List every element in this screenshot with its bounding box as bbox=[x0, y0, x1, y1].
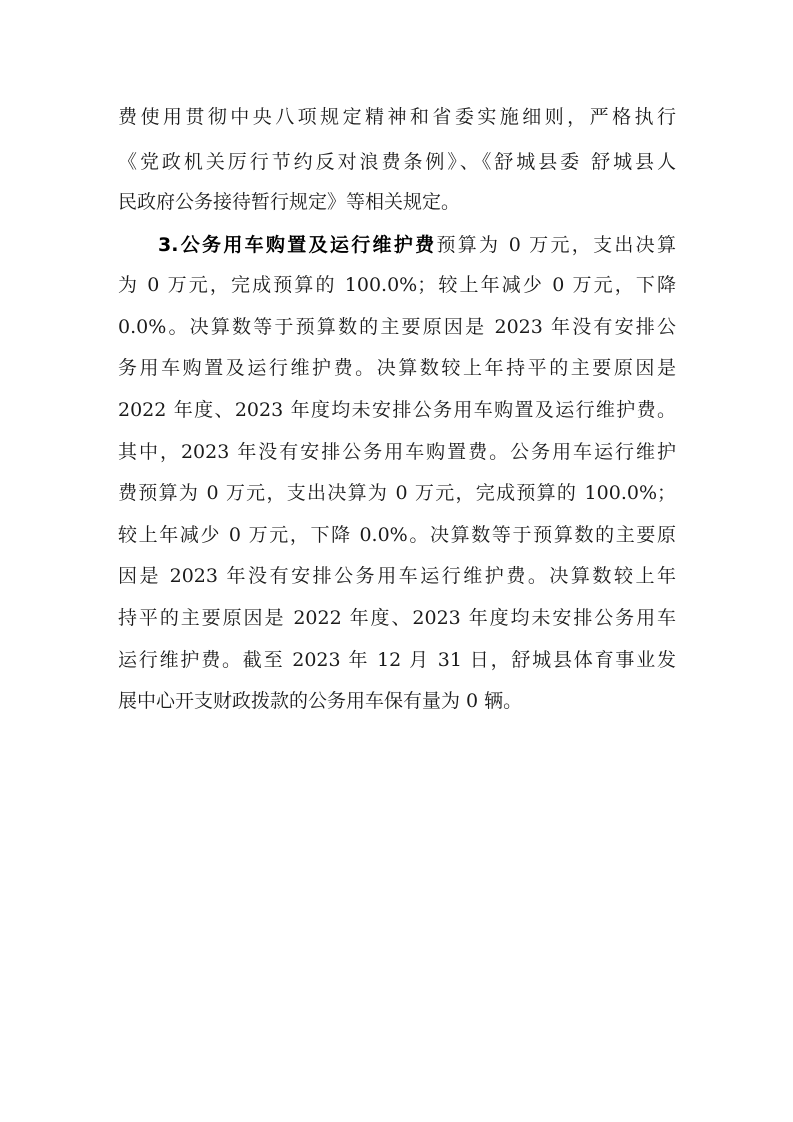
section-heading-line bbox=[158, 230, 676, 260]
section-heading: 3.公务用车购置及运行维护费 bbox=[158, 234, 437, 256]
paragraph-line: 因是 2023 年没有安排公务用车运行维护费。决算数较上年 bbox=[118, 565, 676, 587]
paragraph-line: 持平的主要原因是 2022 年度、2023 年度均未安排公务用车 bbox=[118, 607, 676, 629]
heading-line-text: 预算为 0 万元，支出决算 bbox=[436, 234, 676, 256]
paragraph-line: 2022 年度、2023 年度均未安排公务用车购置及运行维护费。 bbox=[118, 399, 676, 421]
paragraph-line: 费使用贯彻中央八项规定精神和省委实施细则，严格执行 bbox=[118, 106, 676, 128]
paragraph-line: 较上年减少 0 万元，下降 0.0%。决算数等于预算数的主要原 bbox=[118, 524, 676, 546]
paragraph-line: 费预算为 0 万元，支出决算为 0 万元，完成预算的 100.0%； bbox=[118, 482, 676, 504]
paragraph-line: 其中，2023 年没有安排公务用车购置费。公务用车运行维护 bbox=[118, 441, 676, 463]
paragraph-line: 为 0 万元，完成预算的 100.0%；较上年减少 0 万元，下降 bbox=[118, 274, 676, 296]
paragraph-line: 务用车购置及运行维护费。决算数较上年持平的主要原因是 bbox=[118, 357, 676, 379]
paragraph-line: 运行维护费。截至 2023 年 12 月 31 日，舒城县体育事业发 bbox=[118, 649, 676, 671]
paragraph-line: 展中心开支财政拨款的公务用车保有量为 0 辆。 bbox=[118, 690, 523, 712]
paragraph-line: 民政府公务接待暂行规定》等相关规定。 bbox=[118, 191, 461, 213]
paragraph-line: 0.0%。决算数等于预算数的主要原因是 2023 年没有安排公 bbox=[118, 316, 676, 338]
paragraph-line: 《党政机关厉行节约反对浪费条例》、《舒城县委 舒城县人 bbox=[118, 151, 676, 173]
